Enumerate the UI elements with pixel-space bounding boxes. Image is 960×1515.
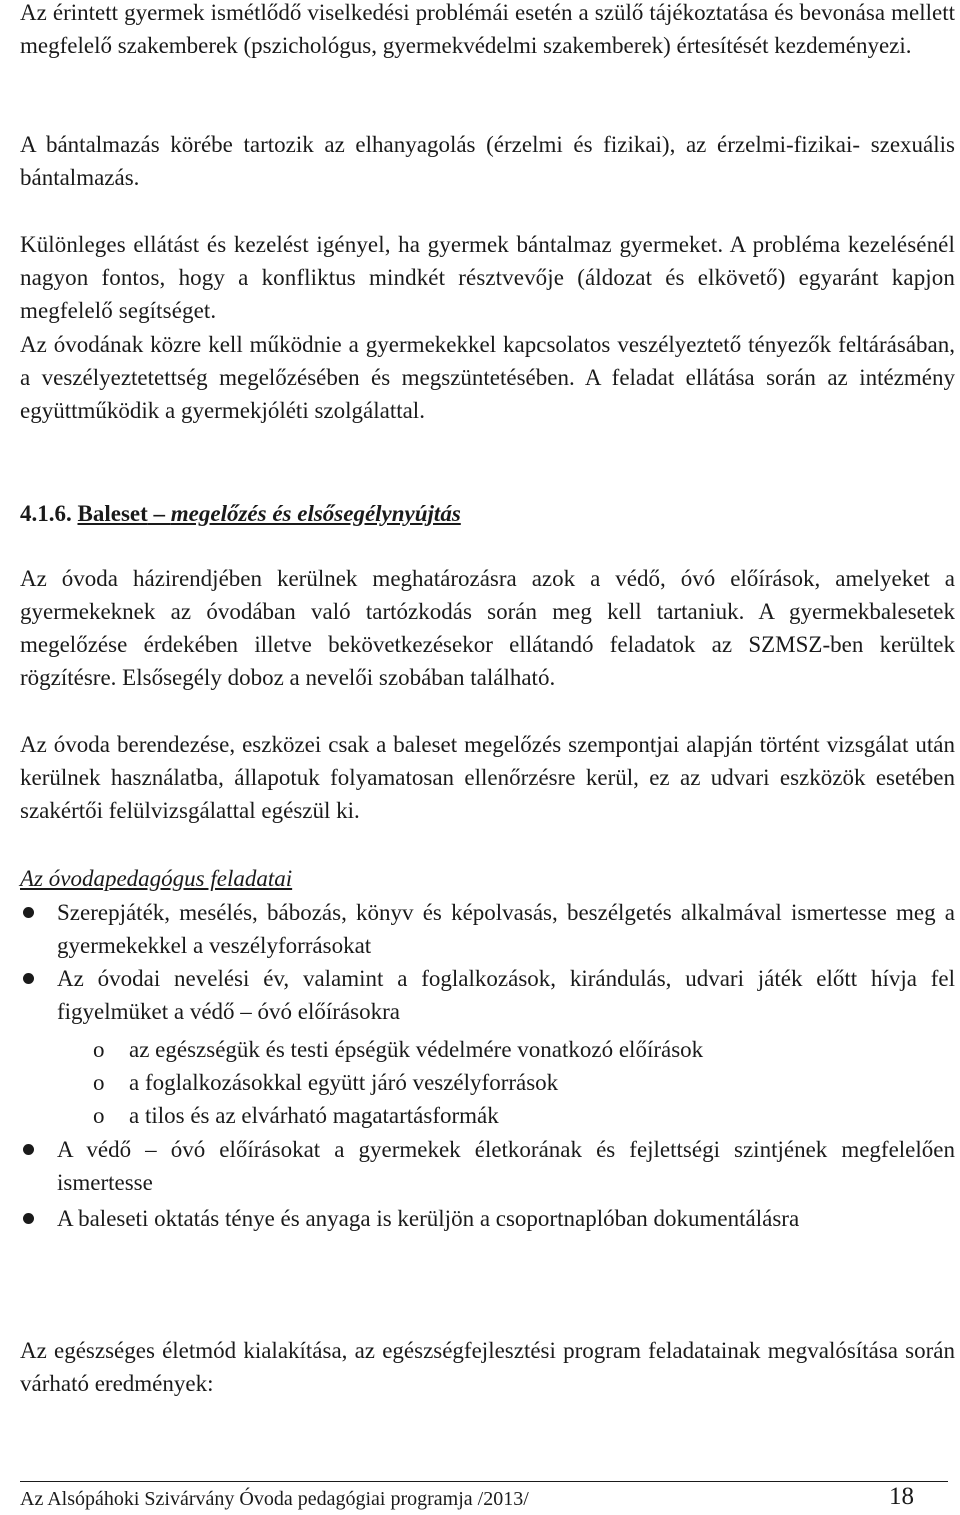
list-item-text: A védő – óvó előírásokat a gyermekek életkorának és fejlettségi szintjének megfelelően ismertesse [57, 1137, 955, 1195]
paragraph-house-rules: Az óvoda házirendjében kerülnek meghatározásra azok a védő, óvó előírások, amelyeket a gyermekeknek az óvodában való tartózkodás során meg kell tartaniuk. A gyermekbalesetek megelőzése érdekében illetve bekövetkezésekor ellátandó feladatok az SZMSZ-ben kerültek rögzítésre. Elsősegély doboz a nevelői szobában található. [20, 566, 955, 690]
teacher-tasks-list [20, 896, 955, 1028]
teacher-tasks-heading: Az óvodapedagógus feladatai [20, 866, 293, 891]
circle-bullet-icon: o [93, 1103, 105, 1128]
section-heading [20, 497, 461, 530]
paragraph-kindergarten-duties: Az óvodának közre kell működnie a gyermekekkel kapcsolatos veszélyeztető tényezők feltárásában, a veszélyeztetettség megelőzésében és megszüntetésében. A feladat ellátása során az intézmény együttműködik a gyermekjóléti szolgálattal. [20, 332, 955, 423]
sublist-item-text: az egészségük és testi épségük védelmére vonatkozó előírások [129, 1037, 704, 1062]
sublist-item-text: a tilos és az elvárható magatartásformák [129, 1103, 499, 1128]
bullet-icon [23, 907, 34, 918]
sublist-item [57, 1033, 955, 1066]
bullet-icon [23, 1144, 34, 1155]
paragraph-child-on-child-abuse: Különleges ellátást és kezelést igényel, ha gyermek bántalmaz gyermeket. A probléma kezelésénél nagyon fontos, hogy a konfliktus mindkét résztvevője (áldozat és elkövető) egyaránt kapjon megfelelő segítséget. [20, 232, 955, 323]
list-item [20, 896, 955, 962]
paragraph-abuse-scope: A bántalmazás körébe tartozik az elhanyagolás (érzelmi és fizikai), az érzelmi-fizikai- szexuális bántalmazás. [20, 132, 955, 190]
list-item [20, 1133, 955, 1199]
list-item-text: Szerepjáték, mesélés, bábozás, könyv és képolvasás, beszélgetés alkalmával ismertesse meg a gyermekekkel a veszélyforrásokat [57, 900, 955, 958]
section-title-bold: Baleset [77, 501, 148, 526]
footer-divider [20, 1481, 948, 1482]
section-title-dash: – [147, 501, 171, 526]
section-title-italic: megelőzés és elsősegélynyújtás [170, 501, 461, 526]
paragraph-behavior-problems: Az érintett gyermek ismétlődő viselkedési problémái esetén a szülő tájékoztatása és bevonása mellett megfelelő szakemberek (pszichológus, gyermekvédelmi szakemberek) értesítését kezdeményezi. [20, 0, 955, 58]
teacher-tasks-list-continued [20, 1133, 955, 1235]
circle-bullet-icon: o [93, 1037, 105, 1062]
page-number: 18 [889, 1483, 914, 1510]
sublist-item [57, 1099, 955, 1132]
list-item [20, 962, 955, 1028]
list-item-text: A baleseti oktatás ténye és anyaga is kerüljön a csoportnaplóban dokumentálásra [57, 1206, 800, 1231]
safety-rules-sublist [20, 1033, 955, 1132]
list-item-text: Az óvodai nevelési év, valamint a foglalkozások, kirándulás, udvari játék előtt hívja fel figyelmüket a védő – óvó előírásokra [57, 966, 955, 1024]
section-number: 4.1.6. [20, 501, 72, 526]
paragraph-equipment: Az óvoda berendezése, eszközei csak a baleset megelőzés szempontjai alapján történt vizsgálat után kerülnek használatba, állapotuk folyamatosan ellenőrzésre kerül, ez az udvari eszközök esetében szakértői felülvizsgálattal egészül ki. [20, 732, 955, 823]
sublist-item-text: a foglalkozásokkal együtt járó veszélyforrások [129, 1070, 559, 1095]
sublist-item [57, 1066, 955, 1099]
paragraph-expected-results: Az egészséges életmód kialakítása, az egészségfejlesztési program feladatainak megvalósítása során várható eredmények: [20, 1338, 955, 1396]
page-footer [20, 1483, 948, 1512]
circle-bullet-icon: o [93, 1070, 105, 1095]
footer-text: Az Alsópáhoki Szivárvány Óvoda pedagógiai programja /2013/ [20, 1488, 529, 1510]
list-item [20, 1202, 955, 1235]
bullet-icon [23, 1213, 34, 1224]
bullet-icon [23, 973, 34, 984]
